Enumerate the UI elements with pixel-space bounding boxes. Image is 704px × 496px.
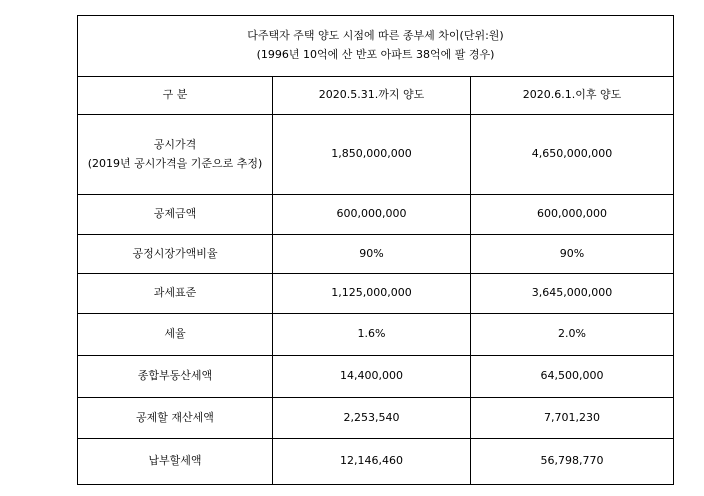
row-value-b: 90% — [471, 235, 674, 274]
row-value-b: 600,000,000 — [471, 195, 674, 235]
row-value-a: 600,000,000 — [273, 195, 471, 235]
row-value-a: 2,253,540 — [273, 398, 471, 439]
header-label: 구 분 — [78, 77, 273, 115]
row-label: 세율 — [78, 314, 273, 356]
row-value-b: 4,650,000,000 — [471, 115, 674, 195]
row-label: 공정시장가액비율 — [78, 235, 273, 274]
row-label-sub: (2019년 공시가격을 기준으로 추정) — [87, 156, 263, 170]
title-line-1: 다주택자 주택 양도 시점에 따른 종부세 차이(단위:원) — [247, 29, 504, 43]
table-row — [78, 115, 674, 195]
tax-comparison-table — [77, 15, 674, 485]
table-row — [78, 274, 674, 314]
row-value-a: 1,850,000,000 — [273, 115, 471, 195]
row-label-main: 공시가격 — [153, 137, 197, 151]
row-value-a: 12,146,460 — [273, 439, 471, 485]
table-row — [78, 314, 674, 356]
row-value-b: 64,500,000 — [471, 356, 674, 398]
row-label: 공제금액 — [78, 195, 273, 235]
header-col-a: 2020.5.31.까지 양도 — [273, 77, 471, 115]
row-value-a: 1,125,000,000 — [273, 274, 471, 314]
header-row — [78, 77, 674, 115]
title-line-2: (1996년 10억에 산 반포 아파트 38억에 팔 경우) — [256, 48, 495, 61]
table-row — [78, 398, 674, 439]
row-label: 공제할 재산세액 — [78, 398, 273, 439]
title-row — [78, 16, 674, 77]
row-value-a: 1.6% — [273, 314, 471, 356]
row-value-b: 3,645,000,000 — [471, 274, 674, 314]
row-value-b: 2.0% — [471, 314, 674, 356]
table-row — [78, 439, 674, 485]
header-col-b: 2020.6.1.이후 양도 — [471, 77, 674, 115]
table-row — [78, 235, 674, 274]
row-value-a: 14,400,000 — [273, 356, 471, 398]
row-label: 납부할세액 — [78, 439, 273, 485]
row-label: 과세표준 — [78, 274, 273, 314]
row-label — [78, 115, 273, 195]
table-row — [78, 356, 674, 398]
table-row — [78, 195, 674, 235]
row-value-a: 90% — [273, 235, 471, 274]
row-value-b: 7,701,230 — [471, 398, 674, 439]
row-value-b: 56,798,770 — [471, 439, 674, 485]
row-label: 종합부동산세액 — [78, 356, 273, 398]
table-title — [78, 16, 674, 77]
